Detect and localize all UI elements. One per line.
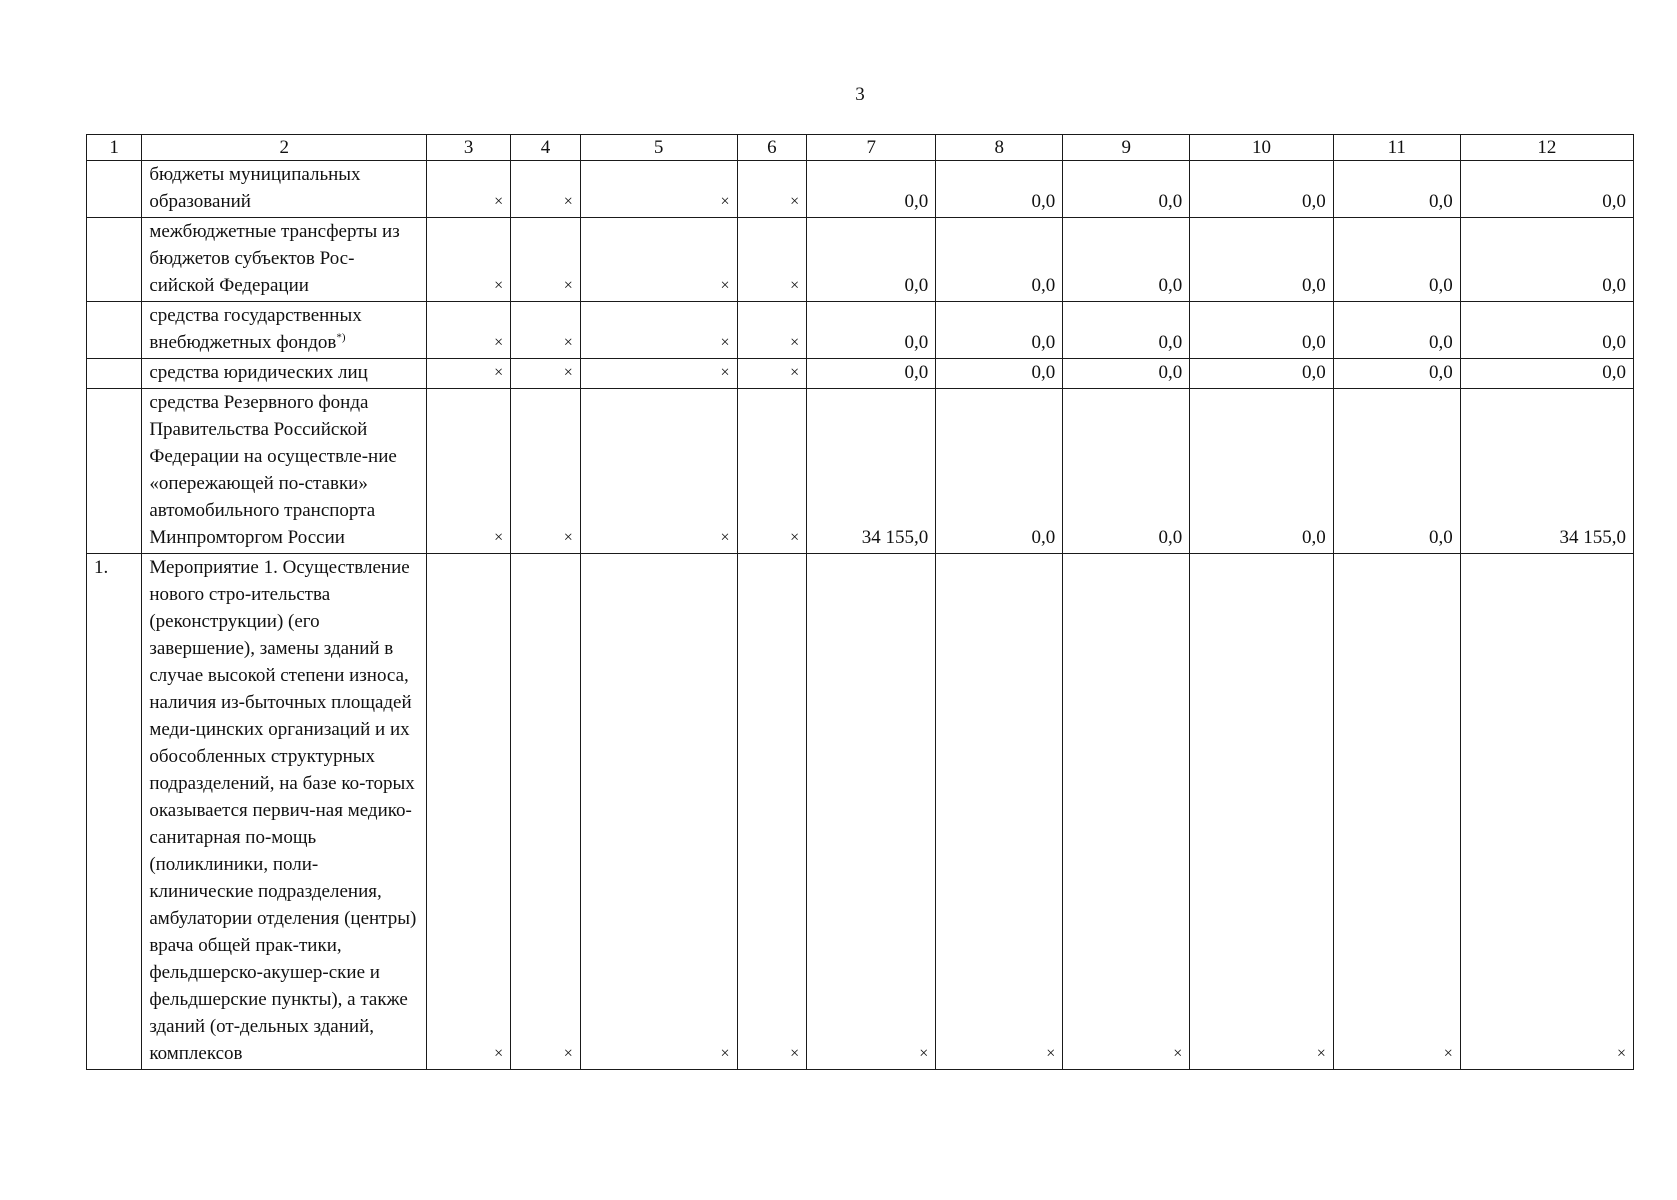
- column-header-3: 3: [427, 135, 511, 161]
- cell-col-3: ×: [427, 359, 511, 389]
- cell-col-7: 34 155,0: [807, 389, 936, 554]
- cell-col-7: 0,0: [807, 161, 936, 218]
- cell-col-4: ×: [511, 389, 581, 554]
- row-number: [87, 218, 142, 302]
- cell-col-10: ×: [1190, 554, 1333, 1070]
- column-header-10: 10: [1190, 135, 1333, 161]
- cell-col-12: 0,0: [1460, 302, 1633, 359]
- column-header-5: 5: [580, 135, 737, 161]
- funding-table: [86, 134, 1634, 1070]
- row-number: [87, 359, 142, 389]
- cell-col-12: ×: [1460, 554, 1633, 1070]
- cell-col-8: 0,0: [936, 161, 1063, 218]
- table-row: [87, 389, 1634, 554]
- cell-col-7: 0,0: [807, 302, 936, 359]
- row-number: [87, 161, 142, 218]
- column-header-8: 8: [936, 135, 1063, 161]
- row-number: 1.: [87, 554, 142, 1070]
- cell-col-7: 0,0: [807, 218, 936, 302]
- cell-col-10: 0,0: [1190, 302, 1333, 359]
- cell-col-8: ×: [936, 554, 1063, 1070]
- row-name: межбюджетные трансферты из бюджетов субъектов Рос-сийской Федерации: [142, 218, 427, 302]
- cell-col-6: ×: [737, 389, 807, 554]
- row-name: бюджеты муниципальных образований: [142, 161, 427, 218]
- cell-col-11: 0,0: [1333, 161, 1460, 218]
- row-name-cell: [142, 302, 427, 359]
- cell-col-8: 0,0: [936, 389, 1063, 554]
- cell-col-12: 0,0: [1460, 218, 1633, 302]
- column-header-1: 1: [87, 135, 142, 161]
- table-row: [87, 554, 1634, 1070]
- cell-col-10: 0,0: [1190, 389, 1333, 554]
- column-header-6: 6: [737, 135, 807, 161]
- cell-col-5: ×: [580, 161, 737, 218]
- cell-col-9: 0,0: [1063, 359, 1190, 389]
- cell-col-7: 0,0: [807, 359, 936, 389]
- table-row: [87, 218, 1634, 302]
- cell-col-9: 0,0: [1063, 161, 1190, 218]
- cell-col-10: 0,0: [1190, 161, 1333, 218]
- footnote-mark: *): [336, 331, 346, 344]
- row-number: [87, 389, 142, 554]
- cell-col-4: ×: [511, 161, 581, 218]
- cell-col-6: ×: [737, 359, 807, 389]
- cell-col-8: 0,0: [936, 302, 1063, 359]
- cell-col-4: ×: [511, 554, 581, 1070]
- row-name: Мероприятие 1. Осуществление нового стро-ительства (реконструкции) (его завершение), замены зданий в случае высокой степени износа, наличия из-быточных площадей меди-цинских организаций и их обособленных структурных подразделений, на базе ко-торых оказывается первич-ная медико-санитарная по-мощь (поликлиники, поли-клинические подразделения, амбулатории отделения (центры) врача общей прак-тики, фельдшерско-акушер-ские и фельдшерские пункты), а также зданий (от-дельных зданий, комплексов: [142, 554, 427, 1070]
- cell-col-9: ×: [1063, 554, 1190, 1070]
- cell-col-9: 0,0: [1063, 302, 1190, 359]
- cell-col-5: ×: [580, 554, 737, 1070]
- cell-col-11: 0,0: [1333, 389, 1460, 554]
- cell-col-11: 0,0: [1333, 218, 1460, 302]
- header-row: [87, 135, 1634, 161]
- cell-col-8: 0,0: [936, 359, 1063, 389]
- row-name: средства государственных внебюджетных фондов: [149, 305, 362, 353]
- cell-col-6: ×: [737, 554, 807, 1070]
- cell-col-6: ×: [737, 302, 807, 359]
- cell-col-4: ×: [511, 359, 581, 389]
- cell-col-6: ×: [737, 161, 807, 218]
- cell-col-12: 34 155,0: [1460, 389, 1633, 554]
- cell-col-4: ×: [511, 302, 581, 359]
- cell-col-3: ×: [427, 554, 511, 1070]
- page-number: 3: [855, 84, 865, 105]
- column-header-12: 12: [1460, 135, 1633, 161]
- cell-col-9: 0,0: [1063, 389, 1190, 554]
- column-header-7: 7: [807, 135, 936, 161]
- cell-col-6: ×: [737, 218, 807, 302]
- cell-col-5: ×: [580, 389, 737, 554]
- cell-col-3: ×: [427, 161, 511, 218]
- cell-col-12: 0,0: [1460, 161, 1633, 218]
- cell-col-9: 0,0: [1063, 218, 1190, 302]
- cell-col-11: 0,0: [1333, 359, 1460, 389]
- row-number: [87, 302, 142, 359]
- column-header-2: 2: [142, 135, 427, 161]
- table-row: [87, 161, 1634, 218]
- cell-col-11: ×: [1333, 554, 1460, 1070]
- cell-col-5: ×: [580, 218, 737, 302]
- cell-col-7: ×: [807, 554, 936, 1070]
- column-header-4: 4: [511, 135, 581, 161]
- row-name: средства юридических лиц: [142, 359, 427, 389]
- cell-col-5: ×: [580, 302, 737, 359]
- cell-col-12: 0,0: [1460, 359, 1633, 389]
- cell-col-5: ×: [580, 359, 737, 389]
- cell-col-4: ×: [511, 218, 581, 302]
- cell-col-3: ×: [427, 218, 511, 302]
- cell-col-8: 0,0: [936, 218, 1063, 302]
- table-row: [87, 359, 1634, 389]
- row-name: средства Резервного фонда Правительства Российской Федерации на осуществле-ние «опережающей по-ставки» автомобильного транспорта Минпромторгом России: [142, 389, 427, 554]
- column-header-11: 11: [1333, 135, 1460, 161]
- column-header-9: 9: [1063, 135, 1190, 161]
- cell-col-10: 0,0: [1190, 359, 1333, 389]
- cell-col-10: 0,0: [1190, 218, 1333, 302]
- table-row: [87, 302, 1634, 359]
- cell-col-11: 0,0: [1333, 302, 1460, 359]
- cell-col-3: ×: [427, 302, 511, 359]
- cell-col-3: ×: [427, 389, 511, 554]
